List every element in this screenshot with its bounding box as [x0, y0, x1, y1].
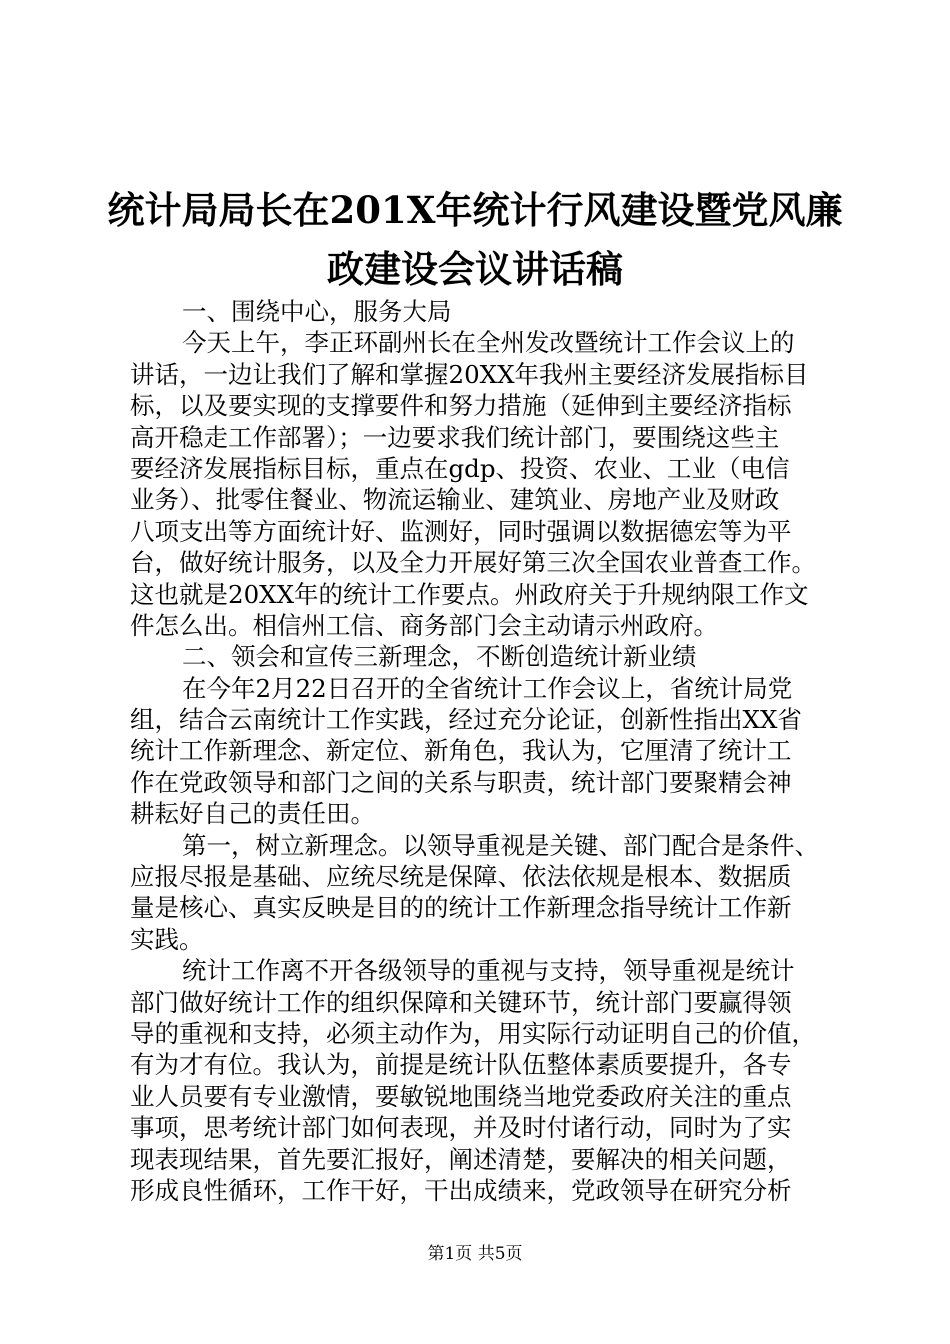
- paragraph-line: 现表现结果，首先要汇报好，阐述清楚，要解决的相关问题，: [130, 1144, 792, 1174]
- paragraph-line: 作在党政领导和部门之间的关系与职责，统计部门要聚精会神: [130, 767, 792, 797]
- paragraph-line: 讲话，一边让我们了解和掌握20XX年我州主要经济发展指标目: [130, 359, 809, 389]
- document-title-line-1: 统计局局长在201X年统计行风建设暨党风廉: [107, 188, 843, 232]
- paragraph-line: 第一，树立新理念。以领导重视是关键、部门配合是条件、: [182, 830, 819, 860]
- page-footer: 第1页 共5页: [427, 1244, 523, 1264]
- document-title-line-2: 政建设会议讲话稿: [327, 247, 623, 291]
- section-heading: 一、围绕中心，服务大局: [182, 297, 452, 326]
- paragraph-line: 事项，思考统计部门如何表现，并及时付诸行动，同时为了实: [130, 1113, 792, 1143]
- paragraph-line: 耕耘好自己的责任田。: [130, 799, 375, 829]
- paragraph-line: 导的重视和支持，必须主动作为，用实际行动证明自己的价值，: [130, 1018, 816, 1048]
- paragraph-line: 在今年2月22日召开的全省统计工作会议上，省统计局党: [182, 673, 793, 703]
- paragraph-line: 今天上午，李正环副州长在全州发改暨统计工作会议上的: [182, 328, 795, 358]
- paragraph-line: 统计工作新理念、新定位、新角色，我认为，它厘清了统计工: [130, 736, 792, 766]
- paragraph-line: 形成良性循环，工作干好，干出成绩来，党政领导在研究分析: [130, 1175, 792, 1205]
- paragraph-line: 台，做好统计服务，以及全力开展好第三次全国农业普查工作。: [130, 548, 816, 578]
- section-heading: 二、领会和宣传三新理念，不断创造统计新业绩: [182, 642, 697, 672]
- paragraph-line: 件怎么出。相信州工信、商务部门会主动请示州政府。: [130, 610, 718, 640]
- paragraph-line: 业人员要有专业激情，要敏锐地围绕当地党委政府关注的重点: [130, 1081, 792, 1111]
- paragraph-line: 组，结合云南统计工作实践，经过充分论证，创新性指出XX省: [130, 705, 802, 735]
- paragraph-line: 应报尽报是基础、应统尽统是保障、依法依规是根本、数据质: [130, 862, 792, 892]
- paragraph-line: 标，以及要实现的支撑要件和努力措施（延伸到主要经济指标: [130, 391, 792, 421]
- paragraph-line: 业务）、批零住餐业、物流运输业、建筑业、房地产业及财政: [130, 485, 780, 515]
- paragraph-line: 有为才有位。我认为，前提是统计队伍整体素质要提升，各专: [130, 1050, 792, 1080]
- paragraph-line: 实践。: [130, 924, 204, 954]
- paragraph-line: 这也就是20XX年的统计工作要点。州政府关于升规纳限工作文: [130, 579, 809, 609]
- paragraph-line: 要经济发展指标目标，重点在gdp、投资、农业、工业（电信: [130, 453, 790, 483]
- paragraph-line: 部门做好统计工作的组织保障和关键环节，统计部门要赢得领: [130, 987, 792, 1017]
- document-body: [130, 296, 830, 1206]
- paragraph-line: 八项支出等方面统计好、监测好，同时强调以数据德宏等为平: [130, 516, 792, 546]
- paragraph-line: 统计工作离不开各级领导的重视与支持，领导重视是统计: [182, 956, 795, 986]
- paragraph-line: 量是核心、真实反映是目的的统计工作新理念指导统计工作新: [130, 893, 792, 923]
- paragraph-line: 高开稳走工作部署）；一边要求我们统计部门，要围绕这些主: [130, 422, 780, 452]
